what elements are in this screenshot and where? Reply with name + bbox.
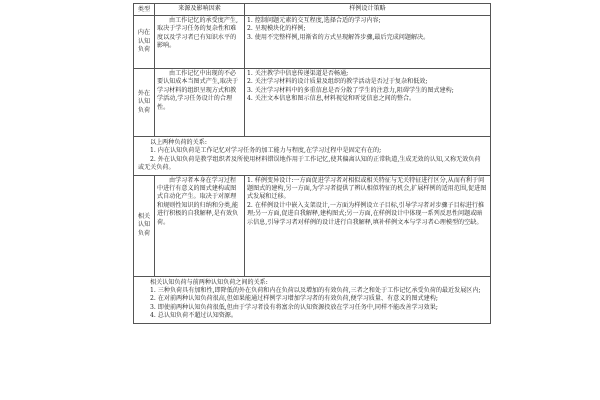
strategy-item: 1. 控制问题元素的交互程度,选择合适的学习内容;	[247, 17, 381, 24]
strategy-item: 3. 使用不完整样例,用渐省的方式呈现解答步骤,最后完成问题解决。	[247, 33, 430, 41]
summary-item: 1. 内在认知负荷是工作记忆对学习任务的加工能力与程度,在学习过程中是固定有在的;	[150, 147, 382, 155]
header-strategy: 样例设计策略	[245, 4, 491, 16]
header-type: 类型	[134, 4, 155, 16]
summary-item: 4. 总认知负荷不超过认知资源。	[150, 312, 237, 320]
strategy-item: 2. 关注学习材料的设计质量及组织的教学活动是否过于复杂和低效;	[247, 78, 428, 86]
table-row-extraneous	[134, 69, 491, 137]
strategy-cell	[245, 69, 491, 137]
type-line: 负荷	[137, 229, 151, 237]
summary-cell	[134, 137, 491, 176]
strategy-cell	[245, 16, 491, 69]
type-line: 内在	[137, 29, 151, 37]
table-row-intrinsic	[134, 16, 491, 69]
strategy-item: 4. 关注文本信息和图示信息,材料视觉和听觉信息之间的整合。	[247, 95, 416, 103]
type-cell	[134, 175, 155, 276]
type-line: 认知	[137, 221, 151, 229]
summary-item: 1. 三种负荷具有加和性,即降低的外在负荷和内在负荷以及增加的有效负荷,三者之和处于工作记忆承受负荷的最近发展区内;	[150, 287, 481, 295]
summary-item: 2. 在对前两种认知负荷很高,但如果能通过样例学习增加学习者的有效负荷,便学习质量、有意义的图式建构;	[150, 295, 438, 303]
type-cell	[134, 16, 155, 69]
type-line: 相关	[137, 213, 151, 221]
source-cell: 由工作记忆中出现的不必要认知成本当图式产生,取决于学习材料的组织呈现方式和教学活动,学习任务设计的合理性。	[155, 69, 245, 137]
source-cell: 由学习者本身在学习过程中进行有意义的图式建构或图式自动化产生。取决于对原理和规则性知识的归纳和分类,能进行积极的自我解释,是有效负荷。	[155, 175, 245, 276]
table-row-germane	[134, 175, 491, 276]
strategy-item: 3. 关注学习材料中的多重信息是否分散了学生的注意力,阻碍学生的图式建构;	[247, 86, 454, 94]
table-header-row	[134, 4, 491, 16]
summary-row-1	[134, 137, 491, 176]
type-line: 认知	[137, 37, 151, 45]
summary-item: 2. 外在认知负荷是教学组织者及所使用材料错误地作用于工作记忆,使其偏离认知的正常轨道,生成无效的认知,又称无效负荷或无关负荷。	[138, 155, 481, 172]
type-line: 认知	[137, 98, 151, 106]
summary-title: 相关认知负荷与前两种认知负荷之间的关系:	[150, 278, 268, 286]
cognitive-load-table	[133, 3, 491, 324]
type-line: 负荷	[137, 106, 151, 114]
summary-cell	[134, 276, 491, 323]
strategy-item: 2. 在样例设计中嵌入支架设计,一方面为样例设立子目标,引导学习者对步骤子目标进行推理;另一方面,促进自我解释,建构图式;另一方面,在样例设计中体现一系列反思性问题或暗示信息,引导学习者对样例的设计进行自我解释,填补样例文本与学习者心理模型的空缺。	[247, 201, 485, 226]
summary-row-2	[134, 276, 491, 323]
summary-item: 3. 即使前两种认知负荷很低,但由于学习者没有将富余的认知资源投放在学习任务中,同样不能改善学习效果;	[150, 303, 438, 311]
source-cell: 由工作记忆的承受度产生,取决于学习任务的复杂性和难度以及学习者已有知识水平的影响。	[155, 16, 245, 69]
strategy-item: 1. 样例变异设计:一方面促进学习者对相似或相关特征与无关特征进行区分,从而有利于问题图式的建构,另一方面,为学习者提供了辨认相似特征的机会,扩展样例的适用范围,促进图式发展和迁移。	[247, 176, 487, 201]
strategy-item: 1. 关注教学中信息传递渠道是否畅通;	[247, 70, 349, 77]
strategy-item: 2. 呈现模块化的样例;	[247, 25, 306, 33]
type-cell	[134, 69, 155, 137]
strategy-cell	[245, 175, 491, 276]
type-line: 负荷	[137, 46, 151, 54]
summary-title: 以上两种负荷的关系:	[150, 139, 207, 146]
type-line: 外在	[137, 89, 151, 97]
header-source: 来源及影响因素	[155, 4, 245, 16]
